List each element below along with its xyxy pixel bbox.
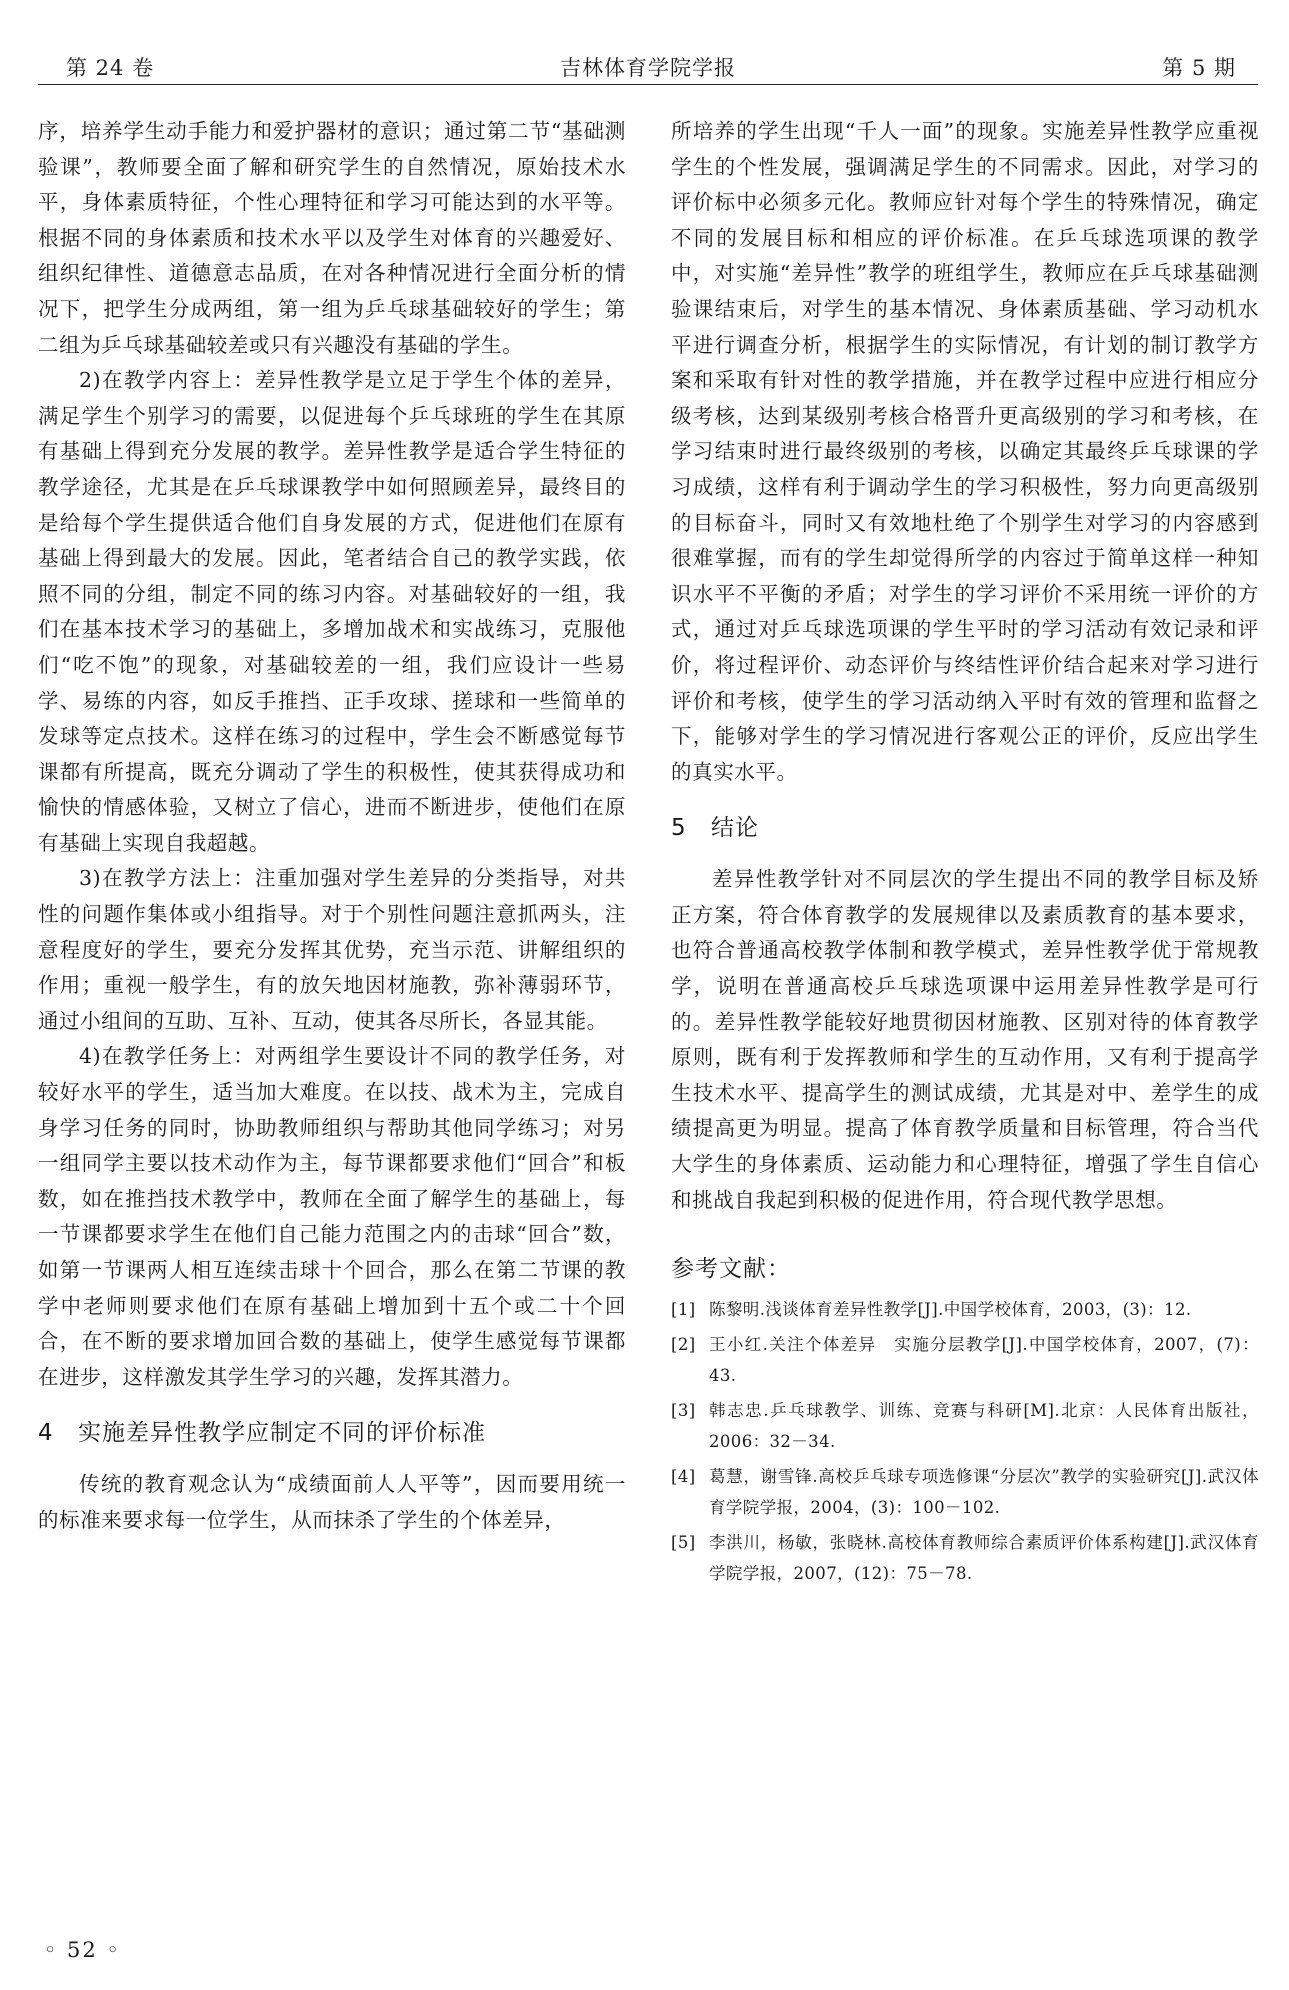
reference-item (671, 1527, 1259, 1589)
reference-number: [2] (671, 1335, 696, 1355)
reference-text: 葛慧，谢雪锋.高校乒乓球专项选修课“分层次”教学的实验研究[J].武汉体育学院学报，2004，(3)：100－102. (709, 1467, 1259, 1518)
section-heading (671, 810, 1259, 846)
section-heading (38, 1415, 626, 1451)
body-paragraph: 4)在教学任务上：对两组学生要设计不同的教学任务，对较好水平的学生，适当加大难度。在以技、战术为主，完成自身学习任务的同时，协助教师组织与帮助其他同学练习；对另一组同学主要以技术动作为主，每节课都要求他们“回合”和板数，如在推挡技术教学中，教师在全面了解学生的基础上，每一节课都要求学生在他们自己能力范围之内的击球“回合”数，如第一节课两人相互连续击球十个回合，那么在第二节课的教学中老师则要求他们在原有基础上增加到十五个或二十个回合，在不断的要求增加回合数的基础上，使学生感觉每节课都在进步，这样激发其学生学习的兴趣，发挥其潜力。 (38, 1044, 626, 1389)
reference-number: [4] (671, 1467, 696, 1487)
reference-text: 李洪川，杨敏，张晓林.高校体育教师综合素质评价体系构建[J].武汉体育学院学报，2007，(12)：75－78. (709, 1533, 1259, 1584)
section-number: 4 (38, 1420, 54, 1447)
body-paragraph: 2)在教学内容上：差异性教学是立足于学生个体的差异，满足学生个别学习的需要，以促进每个乒乓球班的学生在其原有基础上得到充分发展的教学。差异性教学是适合学生特征的教学途径，尤其是在乒乓球课教学中如何照顾差异，最终目的是给每个学生提供适合他们自身发展的方式，促进他们在原有基础上得到最大的发展。因此，笔者结合自己的教学实践，依照不同的分组，制定不同的练习内容。对基础较好的一组，我们在基本技术学习的基础上，多增加战术和实战练习，克服他们“吃不饱”的现象，对基础较差的一组，我们应设计一些易学、易练的内容，如反手推挡、正手攻球、搓球和一些简单的发球等定点技术。这样在练习的过程中，学生会不断感觉每节课都有所提高，既充分调动了学生的积极性，使其获得成功和愉快的情感体验，又树立了信心，进而不断进步，使他们在原有基础上实现自我超越。 (38, 368, 626, 855)
references-list (671, 1294, 1259, 1589)
references-section (671, 1252, 1259, 1589)
body-paragraph: 差异性教学针对不同层次的学生提出不同的教学目标及矫正方案，符合体育教学的发展规律以及素质教育的基本要求，也符合普通高校教学体制和教学模式，差异性教学优于常规教学，说明在普通高校乒乓球选项课中运用差异性教学是可行的。差异性教学能较好地贯彻因材施教、区别对待的体育教学原则，既有利于发挥教师和学生的互动作用，又有利于提高学生技术水平、提高学生的测试成绩，尤其是对中、差学生的成绩提高更为明显。提高了体育教学质量和目标管理，符合当代大学生的身体素质、运动能力和心理特征，增强了学生自信心和挑战自我起到积极的促进作用，符合现代教学思想。 (671, 867, 1259, 1212)
body-paragraph: 所培养的学生出现“千人一面”的现象。实施差异性教学应重视学生的个性发展，强调满足学生的不同需求。因此，对学习的评价标中必须多元化。教师应针对每个学生的特殊情况，确定不同的发展目标和相应的评价标准。在乒乓球选项课的教学中，对实施“差异性”教学的班组学生，教师应在乒乓球基础测验课结束后，对学生的基本情况、身体素质基础、学习动机水平进行调查分析，根据学生的实际情况，有计划的制订教学方案和采取有针对性的教学措施，并在教学过程中应进行相应分级考核，达到某级别考核合格晋升更高级别的学习和考核，在学习结束时进行最终级别的考核，以确定其最终乒乓球课的学习成绩，这样有利于调动学生的学习积极性，努力向更高级别的目标奋斗，同时又有效地杜绝了个别学生对学习的内容感到很难掌握，而有的学生却觉得所学的内容过于简单这样一种知识水平不平衡的矛盾；对学生的学习评价不采用统一评价的方式，通过对乒乓球选项课的学生平时的学习活动有效记录和评价，将过程评价、动态评价与终结性评价结合起来对学习进行评价和考核，使学生的学习活动纳入平时有效的管理和监督之下，能够对学生的学习情况进行客观公正的评价，反应出学生的真实水平。 (671, 119, 1259, 784)
body-paragraph: 3)在教学方法上：注重加强对学生差异的分类指导，对共性的问题作集体或小组指导。对于个别性问题注意抓两头，注意程度好的学生，要充分发挥其优势，充当示范、讲解组织的作用；重视一般学生，有的放矢地因材施教，弥补薄弱环节，通过小组间的互助、互补、互动，使其各尽所长，各显其能。 (38, 866, 626, 1033)
left-column (38, 114, 626, 1539)
references-heading: 参考文献： (671, 1256, 791, 1283)
reference-text: 陈黎明.浅谈体育差异性教学[J].中国学校体育，2003，(3)：12. (709, 1300, 1192, 1320)
reference-item (671, 1294, 1259, 1325)
reference-text: 韩志忠.乒乓球教学、训练、竞赛与科研[M].北京：人民体育出版社，2006：32－34. (709, 1401, 1259, 1452)
right-column (671, 114, 1259, 1593)
reference-item (671, 1395, 1259, 1457)
reference-item (671, 1329, 1259, 1391)
reference-number: [3] (671, 1401, 696, 1421)
volume-label: 第 24 卷 (66, 56, 155, 80)
issue-label: 第 5 期 (1162, 56, 1236, 80)
reference-number: [1] (671, 1300, 696, 1320)
running-header (38, 48, 1258, 85)
reference-text: 王小红.关注个体差异 实施分层教学[J].中国学校体育，2007，(7)：43. (709, 1335, 1259, 1386)
page-number: ◦ 52 ◦ (44, 1938, 121, 1962)
reference-number: [5] (671, 1533, 696, 1553)
journal-title: 吉林体育学院学报 (560, 56, 736, 80)
right-column-body (671, 114, 1259, 1218)
reference-item (671, 1461, 1259, 1523)
body-paragraph: 序，培养学生动手能力和爱护器材的意识；通过第二节“基础测验课”，教师要全面了解和研究学生的自然情况，原始技术水平，身体素质特征，个性心理特征和学习可能达到的水平等。根据不同的身体素质和技术水平以及学生对体育的兴趣爱好、组织纪律性、道德意志品质，在对各种情况进行全面分析的情况下，把学生分成两组，第一组为乒乓球基础较好的学生；第二组为乒乓球基础较差或只有兴趣没有基础的学生。 (38, 119, 626, 357)
body-paragraph: 传统的教育观念认为“成绩面前人人平等”，因而要用统一的标准来要求每一位学生，从而抹杀了学生的个体差异， (38, 1472, 626, 1532)
section-title: 结论 (711, 815, 759, 842)
section-title: 实施差异性教学应制定不同的评价标准 (78, 1420, 486, 1447)
section-number: 5 (671, 815, 687, 842)
